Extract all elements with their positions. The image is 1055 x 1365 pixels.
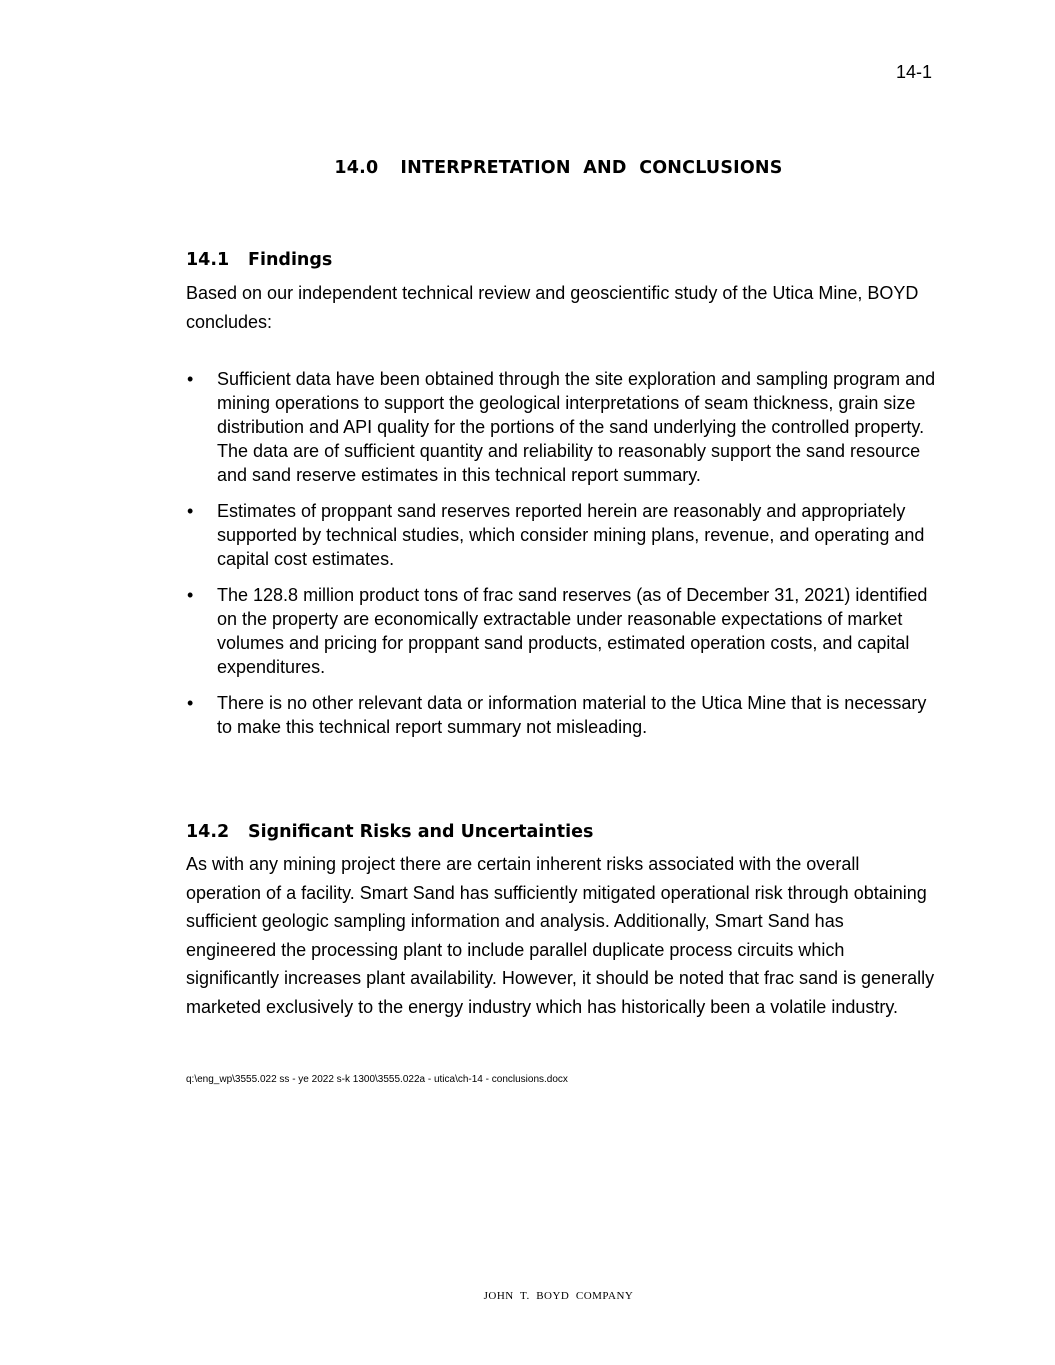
list-item-text: The 128.8 million product tons of frac sand reserves (as of December 31, 2021) identified on the property are economically extractable under reasonable expectations of market volumes and pricing for proppant sand products, estimated operation costs, and capital expenditures.	[217, 585, 928, 677]
bullet-icon: •	[187, 369, 194, 389]
list-item	[186, 367, 936, 487]
chapter-number: 14.0	[334, 158, 379, 178]
list-item-text: Sufficient data have been obtained through the site exploration and sampling program and mining operations to support the geological interpretations of seam thickness, grain size distribution and API quality for the portions of the sand underlying the controlled property. The data are of sufficient quantity and reliability to reasonably support the sand resource and sand reserve estimates in this technical report summary.	[217, 369, 936, 485]
footer-company: JOHN T. BOYD COMPANY	[483, 1290, 634, 1302]
section-title: Significant Risks and Uncertainties	[248, 822, 594, 842]
list-item-text: Estimates of proppant sand reserves reported herein are reasonably and appropriately supported by technical studies, which consider mining plans, revenue, and operating and capital cost estimates.	[217, 501, 925, 569]
section-title: Findings	[248, 250, 333, 270]
bullet-icon: •	[187, 693, 194, 713]
section-heading-findings	[186, 250, 332, 270]
bullet-icon: •	[187, 585, 194, 605]
bullet-icon: •	[187, 501, 194, 521]
file-path: q:\eng_wp\3555.022 ss - ye 2022 s-k 1300\3555.022a - utica\ch-14 - conclusions.docx	[186, 1074, 568, 1085]
findings-list	[186, 367, 936, 751]
section-number: 14.1	[186, 250, 230, 270]
page-number: 14-1	[895, 62, 932, 82]
chapter-title-text: INTERPRETATION AND CONCLUSIONS	[400, 158, 783, 178]
chapter-title	[0, 158, 1055, 178]
risks-body: As with any mining project there are certain inherent risks associated with the overall operation of a facility. Smart Sand has sufficiently mitigated operational risk through obtaining sufficient geologic sampling information and analysis. Additionally, Smart Sand has engineered the processing plant to include parallel duplicate process circuits which significantly increases plant availability. However, it should be noted that frac sand is generally marketed exclusively to the energy industry which has historically been a volatile industry.	[186, 854, 935, 1017]
list-item	[186, 583, 936, 679]
list-item	[186, 499, 936, 571]
footer	[0, 1290, 1055, 1302]
section-heading-risks	[186, 822, 593, 842]
list-item-text: There is no other relevant data or information material to the Utica Mine that is necessary to make this technical report summary not misleading.	[217, 693, 927, 737]
findings-intro: Based on our independent technical review and geoscientific study of the Utica Mine, BOYD concludes:	[186, 283, 919, 332]
section-number: 14.2	[186, 822, 230, 842]
list-item	[186, 691, 936, 739]
